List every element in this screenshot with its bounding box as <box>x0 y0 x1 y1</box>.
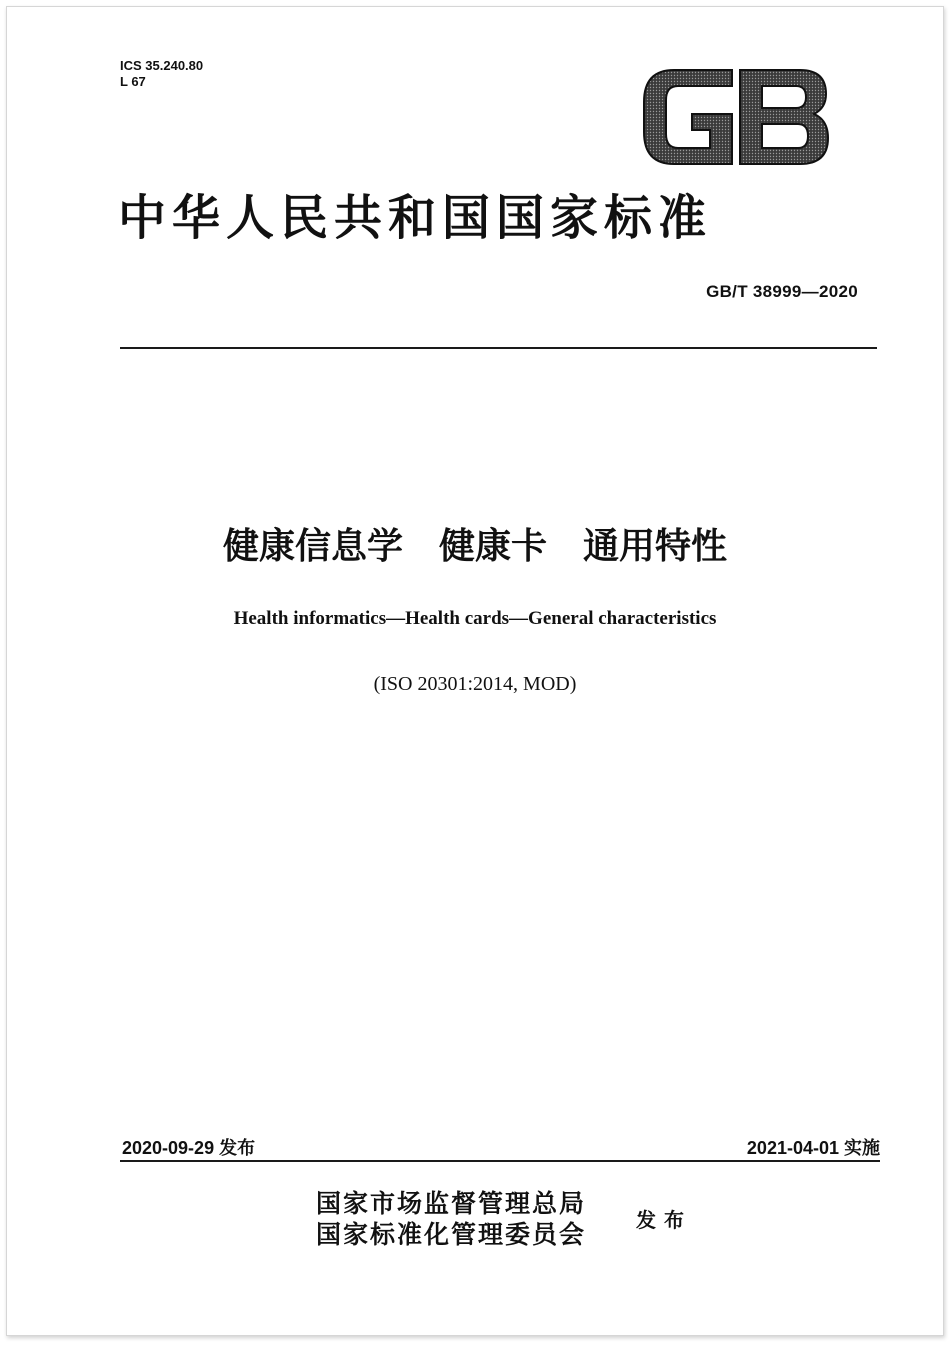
publish-label: 发布 <box>636 1208 692 1232</box>
iso-adoption-note: (ISO 20301:2014, MOD) <box>373 673 577 695</box>
ics-block <box>120 58 203 90</box>
logo-letter-g <box>644 70 732 164</box>
standard-number: GB/T 38999—2020 <box>706 282 858 301</box>
document-title-chinese: 健康信息学 健康卡 通用特性 <box>222 526 727 567</box>
classification-code: L 67 <box>120 74 146 89</box>
implementation-date: 2021-04-01 实施 <box>746 1138 880 1158</box>
issue-date: 2020-09-29 发布 <box>122 1138 256 1158</box>
publisher-sac: 国家标准化管理委员会 <box>316 1220 587 1249</box>
header-divider <box>120 347 877 349</box>
publisher-samr: 国家市场监督管理总局 <box>316 1189 587 1218</box>
ics-code: ICS 35.240.80 <box>120 58 204 73</box>
footer-divider <box>120 1160 880 1162</box>
document-title-english: Health informatics—Health cards—General characteristics <box>233 608 717 629</box>
national-standard-heading: 中华人民共和国国家标准 <box>118 190 713 246</box>
gb-logo <box>640 68 832 166</box>
publishers-block <box>316 1188 586 1250</box>
logo-letter-b <box>740 70 828 164</box>
